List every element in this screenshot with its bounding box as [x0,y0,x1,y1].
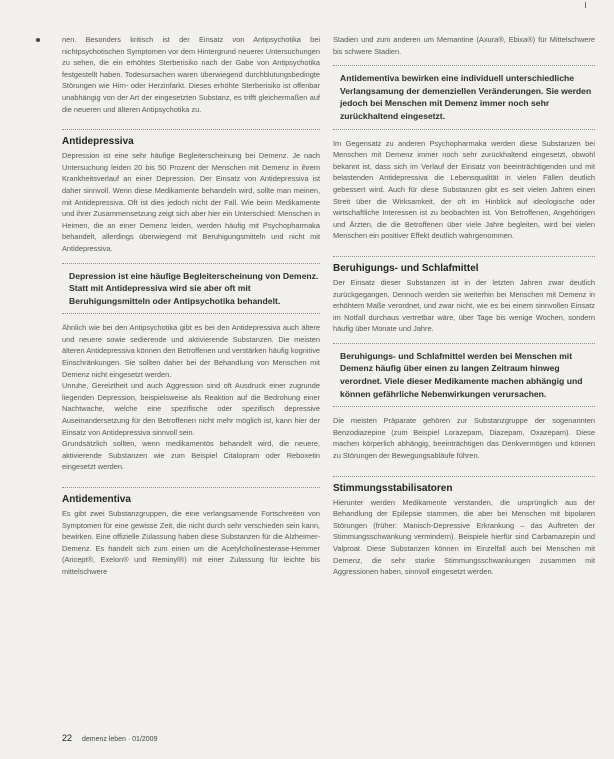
body-paragraph: Die meisten Präparate gehören zur Substanzgruppe der sogenannten Benzodiazepine (zum Beispiel Lorazepam, Diazepam, Oxazepam). Diese machen körperlich abhängig, beeinträchtigen das Denkvermögen und können zu Störungen der Bewegungsabläufe führen. [333,416,595,461]
crop-mark [585,2,586,8]
section-antidementiva [62,487,320,578]
intro-paragraph: nen. Besonders kritisch ist der Einsatz von Antipsychotika bei nichtpsychotischen Symptomen vor dem Hintergrund neuerer Untersuchungen zu sehen, die ein erhöhtes Sterberisiko nach der Gabe von Antipsychotika festgestellt haben. Todesursachen waren überwiegend durchblutungsbedingte Störungen wie Hirn- oder Herzinfarkt. Dieses erhöhte Sterberisiko ist offenbar unabhängig von der Art der eingesetzten Substanz, es trifft gleichermaßen auf die neueren und älteren Antipsychotika zu. [62,35,320,114]
pull-quote: Depression ist eine häufige Begleiterscheinung von Demenz. Statt mit Antidepressiva wird sie aber oft mit Beruhigungsmitteln oder Antipsychotika behandelt. [62,263,320,315]
body-paragraph: Es gibt zwei Substanzgruppen, die eine verlangsamende Fortschreiten von Symptomen für eine gewisse Zeit, die nicht durch sehr verschieden sein kann, bewirken. Eine offizielle Zulassung haben diese Substanzen für die Alzheimer-Demenz. Es handelt sich zum einen um die Acetylcholinesterase-Hemmer (Aricept®, Exelon® und Reminyl®) mit einer Zulassung für leichte bis mittelschwere [62,509,320,576]
body-paragraph: Der Einsatz dieser Substanzen ist in der letzten Jahren zwar deutlich zurückgegangen. Dennoch werden sie weiterhin bei Menschen mit Demenz in erhöhtem Maße verordnet, und zwar nicht, wie es bei einem sinnvollen Einsatz im Notfall durchaus vertretbar wäre, über Tage bis wenige Wochen, sondern häufig über Monate und Jahre. [333,277,595,334]
body-paragraph: Im Gegensatz zu anderen Psychopharmaka werden diese Substanzen bei Menschen mit Demenz immer noch sehr zurückhaltend eingesetzt, obwohl bekannt ist, dass sich im Verlauf der Einsatz von beeinträchtigenden und mit belastenden Antidepressiva die Lebensqualität in vielen Fällen deutlich gebessert wird. Auch für diese Substanzen gibt es seit vielen Jahren einen Streit über die Wirksamkeit, der oft im Hinblick auf ideologische oder wirtschaftliche Interessen ist zu beobachten ist. Von Betroffenen, Angehörigen und Ärzten, die die Betroffenen über viele Jahre begleiten, wird bei vielen Menschen ein positiver Effekt deutlich wahrgenommen. [333,138,595,241]
left-column [62,34,320,578]
pull-quote: Antidementiva bewirken eine individuell unterschiedliche Verlangsamung der demenziellen Veränderungen. Sie werden jedoch bei Menschen mit Demenz immer noch sehr zurückhaltend eingesetzt. [333,65,595,129]
section-title: Beruhigungs- und Schlafmittel [333,262,479,274]
right-column [333,34,595,578]
body-paragraph: Grundsätzlich sollten, wenn medikamentös behandelt wird, die neuere, aktivierende Substanzen wie zum Beispiel Citalopram oder Reboxetin eingesetzt werden. [62,439,320,472]
publication-info: demenz leben · 01/2009 [81,736,158,743]
body-paragraph: Hierunter werden Medikamente verstanden, die ursprünglich aus der Behandlung der Epilepsie stammen, die aber bei Menschen mit bipolaren Störungen (früher: Manisch-Depressive Erkrankung – das Auftreten der Stimmungsschwankung vermindern). Beispiele hierfür sind Carbamazepin und Valproat. Diese Substanzen können im Einzelfall auch bei Menschen mit Demenz, die sehr starke Stimmungsschwankungen zusammen mit Aggressionen haben, sinnvoll eingesetzt werden. [333,497,595,577]
page-number: 22 [62,733,73,743]
section-title: Stimmungsstabilisatoren [333,482,453,494]
bullet-icon [36,38,40,42]
pull-quote: Beruhigungs- und Schlafmittel werden bei Menschen mit Demenz häufig über einen zu langen Zeitraum hinweg verordnet. Viele dieser Medikamente machen abhängig und können gefährliche Nebenwirkungen verursachen. [333,343,595,407]
section-beruhigungsmittel [333,256,595,462]
intro-paragraph: Stadien und zum anderen um Memantine (Axura®, Ebixa®) für Mittelschwere bis schwere Stadien. [333,35,595,56]
section-title: Antidepressiva [62,136,134,148]
page-footer [62,733,157,743]
section-stimmungsstabilisatoren [333,476,595,578]
body-paragraph: Ähnlich wie bei den Antipsychotika gibt es bei den Antidepressiva auch ältere und neuere sowie sedierende und aktivierende Substanzen. Die meisten älteren Antidepressiva können den Betroffenen und verstärken häufig kognitive Einschränkungen. Sie sollten daher bei der Behandlung von Menschen mit Demenz nicht eingesetzt werden. [62,323,320,379]
section-antidepressiva [62,129,320,473]
body-paragraph: Unruhe, Gereiztheit und auch Aggression sind oft Ausdruck einer zugrunde liegenden Depression, beispielsweise als Reaktion auf die Bedrohung einer Nachtwache, welche eine spezifische oder spezifisch depressive Auseinandersetzung für den Betroffenen nicht mehr möglich ist, kann hier der Einsatz von Antidepressiva sinnvoll sein. [62,381,320,437]
body-paragraph: Depression ist eine sehr häufige Begleiterscheinung bei Demenz. Je nach Untersuchung leiden 20 bis 50 Prozent der Menschen mit Demenz in ihrem Krankheitsverlauf an einer Depression. Der Einsatz von Antidepressiva ist daher sinnvoll. Wenn diese Medikamente behandeln wird, sollte man meinen, mit Antidepressiva. Oft ist dies jedoch nicht der Fall. Wie beim Medikamente und ihrer Zusammensetzung zeigt sich aber hier ein Unterschied: Menschen in Heimen, die an einer Demenz leiden, werden häufig mit Psychopharmaka behandelt, allerdings überwiegend mit Beruhigungsmitteln und nicht mit Antidepressiva. [62,151,320,253]
section-title: Antidementiva [62,494,131,505]
